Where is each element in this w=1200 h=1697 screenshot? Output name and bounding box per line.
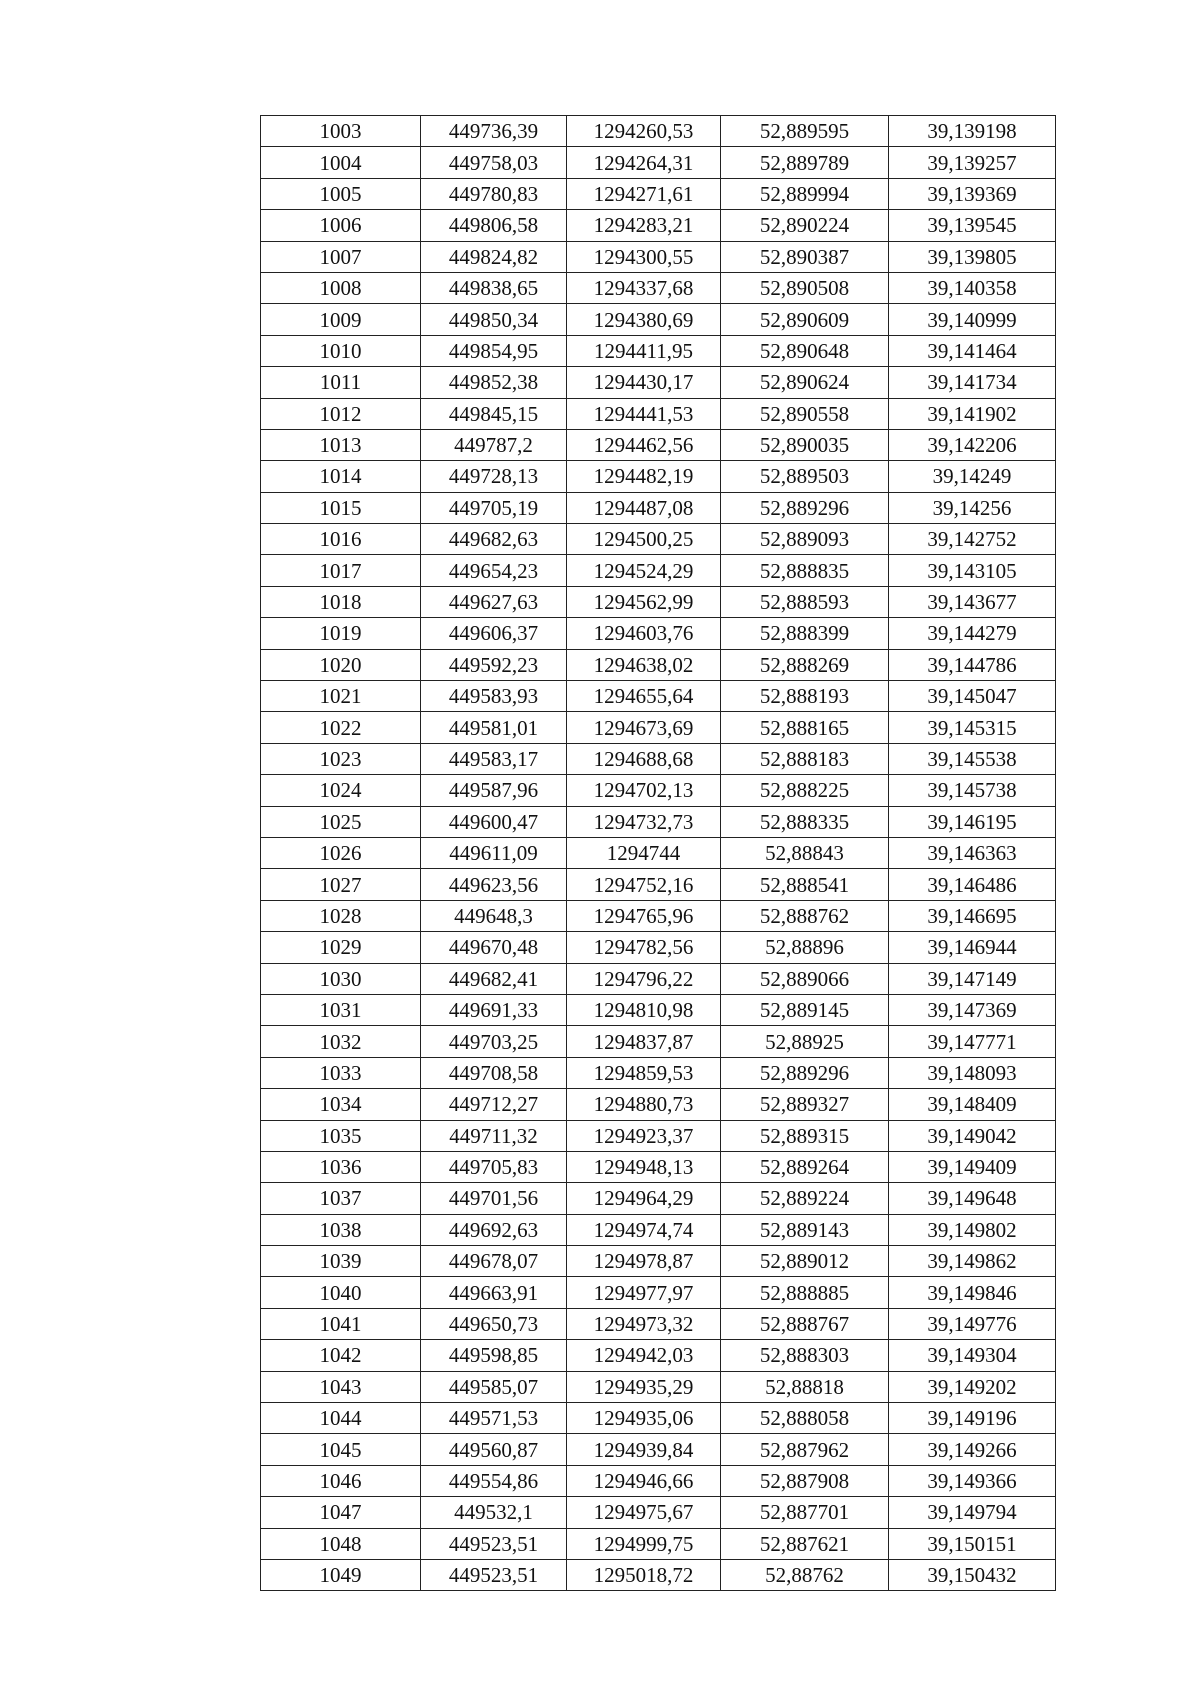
latitude-cell: 52,887701: [721, 1497, 889, 1528]
table-row: [261, 1214, 1056, 1245]
y-coordinate-cell: 1294975,67: [567, 1497, 721, 1528]
latitude-cell: 52,887908: [721, 1465, 889, 1496]
x-coordinate-cell: 449845,15: [421, 398, 567, 429]
latitude-cell: 52,890387: [721, 241, 889, 272]
latitude-cell: 52,889093: [721, 524, 889, 555]
x-coordinate-cell: 449758,03: [421, 147, 567, 178]
table-row: [261, 1026, 1056, 1057]
latitude-cell: 52,889264: [721, 1151, 889, 1182]
table-row: [261, 116, 1056, 147]
longitude-cell: 39,144786: [889, 649, 1056, 680]
longitude-cell: 39,141734: [889, 367, 1056, 398]
latitude-cell: 52,889145: [721, 994, 889, 1025]
y-coordinate-cell: 1294946,66: [567, 1465, 721, 1496]
point-number-cell: 1047: [261, 1497, 421, 1528]
y-coordinate-cell: 1294796,22: [567, 963, 721, 994]
latitude-cell: 52,888762: [721, 900, 889, 931]
latitude-cell: 52,888183: [721, 743, 889, 774]
coordinates-table-body: [261, 116, 1056, 1591]
longitude-cell: 39,147149: [889, 963, 1056, 994]
point-number-cell: 1028: [261, 900, 421, 931]
longitude-cell: 39,142206: [889, 429, 1056, 460]
x-coordinate-cell: 449703,25: [421, 1026, 567, 1057]
longitude-cell: 39,139198: [889, 116, 1056, 147]
table-row: [261, 241, 1056, 272]
y-coordinate-cell: 1294942,03: [567, 1340, 721, 1371]
point-number-cell: 1020: [261, 649, 421, 680]
y-coordinate-cell: 1294411,95: [567, 335, 721, 366]
x-coordinate-cell: 449560,87: [421, 1434, 567, 1465]
latitude-cell: 52,889789: [721, 147, 889, 178]
longitude-cell: 39,150432: [889, 1559, 1056, 1590]
longitude-cell: 39,150151: [889, 1528, 1056, 1559]
latitude-cell: 52,890648: [721, 335, 889, 366]
table-row: [261, 1120, 1056, 1151]
table-row: [261, 837, 1056, 868]
table-row: [261, 1340, 1056, 1371]
longitude-cell: 39,139257: [889, 147, 1056, 178]
x-coordinate-cell: 449691,33: [421, 994, 567, 1025]
table-row: [261, 1246, 1056, 1277]
table-row: [261, 649, 1056, 680]
x-coordinate-cell: 449824,82: [421, 241, 567, 272]
x-coordinate-cell: 449712,27: [421, 1089, 567, 1120]
table-row: [261, 618, 1056, 649]
latitude-cell: 52,889066: [721, 963, 889, 994]
latitude-cell: 52,889012: [721, 1246, 889, 1277]
table-row: [261, 900, 1056, 931]
point-number-cell: 1029: [261, 932, 421, 963]
table-row: [261, 994, 1056, 1025]
x-coordinate-cell: 449627,63: [421, 586, 567, 617]
point-number-cell: 1036: [261, 1151, 421, 1182]
table-row: [261, 147, 1056, 178]
point-number-cell: 1016: [261, 524, 421, 555]
table-row: [261, 869, 1056, 900]
table-row: [261, 963, 1056, 994]
y-coordinate-cell: 1294260,53: [567, 116, 721, 147]
table-row: [261, 743, 1056, 774]
x-coordinate-cell: 449600,47: [421, 806, 567, 837]
table-row: [261, 1057, 1056, 1088]
point-number-cell: 1037: [261, 1183, 421, 1214]
y-coordinate-cell: 1294859,53: [567, 1057, 721, 1088]
longitude-cell: 39,149648: [889, 1183, 1056, 1214]
table-row: [261, 461, 1056, 492]
x-coordinate-cell: 449583,93: [421, 681, 567, 712]
table-row: [261, 555, 1056, 586]
longitude-cell: 39,140999: [889, 304, 1056, 335]
longitude-cell: 39,147771: [889, 1026, 1056, 1057]
latitude-cell: 52,890624: [721, 367, 889, 398]
table-row: [261, 1371, 1056, 1402]
x-coordinate-cell: 449705,19: [421, 492, 567, 523]
longitude-cell: 39,149042: [889, 1120, 1056, 1151]
point-number-cell: 1039: [261, 1246, 421, 1277]
table-row: [261, 1151, 1056, 1182]
table-row: [261, 775, 1056, 806]
point-number-cell: 1024: [261, 775, 421, 806]
y-coordinate-cell: 1294673,69: [567, 712, 721, 743]
longitude-cell: 39,140358: [889, 272, 1056, 303]
coordinates-table: [260, 115, 1056, 1591]
latitude-cell: 52,888335: [721, 806, 889, 837]
longitude-cell: 39,149409: [889, 1151, 1056, 1182]
point-number-cell: 1043: [261, 1371, 421, 1402]
latitude-cell: 52,88762: [721, 1559, 889, 1590]
point-number-cell: 1038: [261, 1214, 421, 1245]
point-number-cell: 1033: [261, 1057, 421, 1088]
longitude-cell: 39,145738: [889, 775, 1056, 806]
longitude-cell: 39,146363: [889, 837, 1056, 868]
y-coordinate-cell: 1294380,69: [567, 304, 721, 335]
latitude-cell: 52,890508: [721, 272, 889, 303]
longitude-cell: 39,143677: [889, 586, 1056, 617]
latitude-cell: 52,890558: [721, 398, 889, 429]
table-row: [261, 586, 1056, 617]
point-number-cell: 1031: [261, 994, 421, 1025]
longitude-cell: 39,143105: [889, 555, 1056, 586]
latitude-cell: 52,887962: [721, 1434, 889, 1465]
y-coordinate-cell: 1294978,87: [567, 1246, 721, 1277]
x-coordinate-cell: 449852,38: [421, 367, 567, 398]
longitude-cell: 39,146195: [889, 806, 1056, 837]
table-row: [261, 524, 1056, 555]
longitude-cell: 39,145538: [889, 743, 1056, 774]
x-coordinate-cell: 449678,07: [421, 1246, 567, 1277]
point-number-cell: 1010: [261, 335, 421, 366]
table-row: [261, 806, 1056, 837]
latitude-cell: 52,890035: [721, 429, 889, 460]
y-coordinate-cell: 1294487,08: [567, 492, 721, 523]
latitude-cell: 52,88925: [721, 1026, 889, 1057]
point-number-cell: 1048: [261, 1528, 421, 1559]
latitude-cell: 52,888303: [721, 1340, 889, 1371]
point-number-cell: 1032: [261, 1026, 421, 1057]
point-number-cell: 1041: [261, 1308, 421, 1339]
table-row: [261, 429, 1056, 460]
point-number-cell: 1025: [261, 806, 421, 837]
point-number-cell: 1007: [261, 241, 421, 272]
latitude-cell: 52,88843: [721, 837, 889, 868]
longitude-cell: 39,145047: [889, 681, 1056, 712]
x-coordinate-cell: 449787,2: [421, 429, 567, 460]
point-number-cell: 1040: [261, 1277, 421, 1308]
point-number-cell: 1013: [261, 429, 421, 460]
longitude-cell: 39,149776: [889, 1308, 1056, 1339]
y-coordinate-cell: 1294524,29: [567, 555, 721, 586]
latitude-cell: 52,888269: [721, 649, 889, 680]
longitude-cell: 39,14249: [889, 461, 1056, 492]
x-coordinate-cell: 449587,96: [421, 775, 567, 806]
longitude-cell: 39,146486: [889, 869, 1056, 900]
x-coordinate-cell: 449670,48: [421, 932, 567, 963]
point-number-cell: 1005: [261, 178, 421, 209]
x-coordinate-cell: 449780,83: [421, 178, 567, 209]
x-coordinate-cell: 449736,39: [421, 116, 567, 147]
point-number-cell: 1012: [261, 398, 421, 429]
point-number-cell: 1014: [261, 461, 421, 492]
y-coordinate-cell: 1294500,25: [567, 524, 721, 555]
y-coordinate-cell: 1294782,56: [567, 932, 721, 963]
x-coordinate-cell: 449850,34: [421, 304, 567, 335]
longitude-cell: 39,148093: [889, 1057, 1056, 1088]
y-coordinate-cell: 1295018,72: [567, 1559, 721, 1590]
y-coordinate-cell: 1294765,96: [567, 900, 721, 931]
y-coordinate-cell: 1294939,84: [567, 1434, 721, 1465]
x-coordinate-cell: 449654,23: [421, 555, 567, 586]
x-coordinate-cell: 449682,41: [421, 963, 567, 994]
latitude-cell: 52,889143: [721, 1214, 889, 1245]
latitude-cell: 52,890224: [721, 210, 889, 241]
table-row: [261, 1308, 1056, 1339]
latitude-cell: 52,888593: [721, 586, 889, 617]
table-row: [261, 1403, 1056, 1434]
x-coordinate-cell: 449523,51: [421, 1528, 567, 1559]
y-coordinate-cell: 1294977,97: [567, 1277, 721, 1308]
y-coordinate-cell: 1294935,06: [567, 1403, 721, 1434]
x-coordinate-cell: 449571,53: [421, 1403, 567, 1434]
x-coordinate-cell: 449708,58: [421, 1057, 567, 1088]
table-row: [261, 1183, 1056, 1214]
latitude-cell: 52,888885: [721, 1277, 889, 1308]
table-row: [261, 1497, 1056, 1528]
y-coordinate-cell: 1294744: [567, 837, 721, 868]
y-coordinate-cell: 1294337,68: [567, 272, 721, 303]
x-coordinate-cell: 449606,37: [421, 618, 567, 649]
point-number-cell: 1044: [261, 1403, 421, 1434]
y-coordinate-cell: 1294482,19: [567, 461, 721, 492]
point-number-cell: 1003: [261, 116, 421, 147]
latitude-cell: 52,88818: [721, 1371, 889, 1402]
x-coordinate-cell: 449682,63: [421, 524, 567, 555]
table-row: [261, 492, 1056, 523]
y-coordinate-cell: 1294300,55: [567, 241, 721, 272]
longitude-cell: 39,146695: [889, 900, 1056, 931]
point-number-cell: 1021: [261, 681, 421, 712]
latitude-cell: 52,888058: [721, 1403, 889, 1434]
latitude-cell: 52,888193: [721, 681, 889, 712]
point-number-cell: 1019: [261, 618, 421, 649]
y-coordinate-cell: 1294999,75: [567, 1528, 721, 1559]
latitude-cell: 52,887621: [721, 1528, 889, 1559]
table-row: [261, 932, 1056, 963]
y-coordinate-cell: 1294638,02: [567, 649, 721, 680]
x-coordinate-cell: 449623,56: [421, 869, 567, 900]
latitude-cell: 52,888541: [721, 869, 889, 900]
point-number-cell: 1011: [261, 367, 421, 398]
point-number-cell: 1046: [261, 1465, 421, 1496]
longitude-cell: 39,146944: [889, 932, 1056, 963]
longitude-cell: 39,149862: [889, 1246, 1056, 1277]
y-coordinate-cell: 1294655,64: [567, 681, 721, 712]
point-number-cell: 1035: [261, 1120, 421, 1151]
y-coordinate-cell: 1294688,68: [567, 743, 721, 774]
longitude-cell: 39,149846: [889, 1277, 1056, 1308]
x-coordinate-cell: 449838,65: [421, 272, 567, 303]
y-coordinate-cell: 1294702,13: [567, 775, 721, 806]
table-row: [261, 1089, 1056, 1120]
y-coordinate-cell: 1294441,53: [567, 398, 721, 429]
x-coordinate-cell: 449585,07: [421, 1371, 567, 1402]
point-number-cell: 1017: [261, 555, 421, 586]
latitude-cell: 52,889224: [721, 1183, 889, 1214]
x-coordinate-cell: 449711,32: [421, 1120, 567, 1151]
latitude-cell: 52,889315: [721, 1120, 889, 1151]
latitude-cell: 52,889327: [721, 1089, 889, 1120]
x-coordinate-cell: 449554,86: [421, 1465, 567, 1496]
table-row: [261, 398, 1056, 429]
table-row: [261, 1434, 1056, 1465]
y-coordinate-cell: 1294964,29: [567, 1183, 721, 1214]
y-coordinate-cell: 1294732,73: [567, 806, 721, 837]
latitude-cell: 52,888165: [721, 712, 889, 743]
table-row: [261, 1465, 1056, 1496]
longitude-cell: 39,142752: [889, 524, 1056, 555]
table-row: [261, 367, 1056, 398]
y-coordinate-cell: 1294973,32: [567, 1308, 721, 1339]
longitude-cell: 39,149196: [889, 1403, 1056, 1434]
table-row: [261, 178, 1056, 209]
table-row: [261, 210, 1056, 241]
longitude-cell: 39,149794: [889, 1497, 1056, 1528]
y-coordinate-cell: 1294462,56: [567, 429, 721, 460]
x-coordinate-cell: 449523,51: [421, 1559, 567, 1590]
latitude-cell: 52,888399: [721, 618, 889, 649]
point-number-cell: 1027: [261, 869, 421, 900]
table-row: [261, 304, 1056, 335]
longitude-cell: 39,145315: [889, 712, 1056, 743]
x-coordinate-cell: 449701,56: [421, 1183, 567, 1214]
y-coordinate-cell: 1294603,76: [567, 618, 721, 649]
y-coordinate-cell: 1294948,13: [567, 1151, 721, 1182]
x-coordinate-cell: 449806,58: [421, 210, 567, 241]
x-coordinate-cell: 449583,17: [421, 743, 567, 774]
longitude-cell: 39,149266: [889, 1434, 1056, 1465]
table-row: [261, 1277, 1056, 1308]
longitude-cell: 39,149366: [889, 1465, 1056, 1496]
y-coordinate-cell: 1294562,99: [567, 586, 721, 617]
longitude-cell: 39,139805: [889, 241, 1056, 272]
longitude-cell: 39,139369: [889, 178, 1056, 209]
point-number-cell: 1026: [261, 837, 421, 868]
latitude-cell: 52,890609: [721, 304, 889, 335]
table-row: [261, 1559, 1056, 1590]
point-number-cell: 1018: [261, 586, 421, 617]
y-coordinate-cell: 1294271,61: [567, 178, 721, 209]
point-number-cell: 1006: [261, 210, 421, 241]
longitude-cell: 39,149202: [889, 1371, 1056, 1402]
x-coordinate-cell: 449663,91: [421, 1277, 567, 1308]
x-coordinate-cell: 449598,85: [421, 1340, 567, 1371]
longitude-cell: 39,147369: [889, 994, 1056, 1025]
longitude-cell: 39,14256: [889, 492, 1056, 523]
x-coordinate-cell: 449728,13: [421, 461, 567, 492]
x-coordinate-cell: 449648,3: [421, 900, 567, 931]
longitude-cell: 39,148409: [889, 1089, 1056, 1120]
point-number-cell: 1034: [261, 1089, 421, 1120]
y-coordinate-cell: 1294810,98: [567, 994, 721, 1025]
latitude-cell: 52,889296: [721, 1057, 889, 1088]
y-coordinate-cell: 1294752,16: [567, 869, 721, 900]
table-row: [261, 335, 1056, 366]
x-coordinate-cell: 449705,83: [421, 1151, 567, 1182]
y-coordinate-cell: 1294837,87: [567, 1026, 721, 1057]
longitude-cell: 39,141902: [889, 398, 1056, 429]
point-number-cell: 1008: [261, 272, 421, 303]
latitude-cell: 52,889296: [721, 492, 889, 523]
y-coordinate-cell: 1294935,29: [567, 1371, 721, 1402]
x-coordinate-cell: 449854,95: [421, 335, 567, 366]
y-coordinate-cell: 1294923,37: [567, 1120, 721, 1151]
latitude-cell: 52,889994: [721, 178, 889, 209]
table-row: [261, 681, 1056, 712]
x-coordinate-cell: 449532,1: [421, 1497, 567, 1528]
longitude-cell: 39,139545: [889, 210, 1056, 241]
point-number-cell: 1022: [261, 712, 421, 743]
longitude-cell: 39,149304: [889, 1340, 1056, 1371]
table-row: [261, 1528, 1056, 1559]
x-coordinate-cell: 449592,23: [421, 649, 567, 680]
x-coordinate-cell: 449581,01: [421, 712, 567, 743]
latitude-cell: 52,88896: [721, 932, 889, 963]
y-coordinate-cell: 1294283,21: [567, 210, 721, 241]
longitude-cell: 39,141464: [889, 335, 1056, 366]
y-coordinate-cell: 1294880,73: [567, 1089, 721, 1120]
latitude-cell: 52,888767: [721, 1308, 889, 1339]
point-number-cell: 1042: [261, 1340, 421, 1371]
table-row: [261, 272, 1056, 303]
x-coordinate-cell: 449692,63: [421, 1214, 567, 1245]
latitude-cell: 52,888835: [721, 555, 889, 586]
x-coordinate-cell: 449611,09: [421, 837, 567, 868]
latitude-cell: 52,889503: [721, 461, 889, 492]
point-number-cell: 1030: [261, 963, 421, 994]
longitude-cell: 39,144279: [889, 618, 1056, 649]
latitude-cell: 52,888225: [721, 775, 889, 806]
point-number-cell: 1045: [261, 1434, 421, 1465]
y-coordinate-cell: 1294974,74: [567, 1214, 721, 1245]
latitude-cell: 52,889595: [721, 116, 889, 147]
x-coordinate-cell: 449650,73: [421, 1308, 567, 1339]
longitude-cell: 39,149802: [889, 1214, 1056, 1245]
point-number-cell: 1023: [261, 743, 421, 774]
y-coordinate-cell: 1294264,31: [567, 147, 721, 178]
table-row: [261, 712, 1056, 743]
point-number-cell: 1049: [261, 1559, 421, 1590]
point-number-cell: 1009: [261, 304, 421, 335]
y-coordinate-cell: 1294430,17: [567, 367, 721, 398]
point-number-cell: 1004: [261, 147, 421, 178]
point-number-cell: 1015: [261, 492, 421, 523]
